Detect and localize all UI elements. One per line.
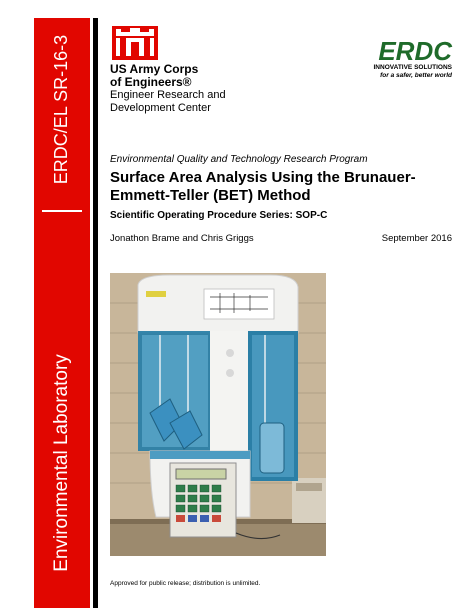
- erdc-tagline-2: for a safer, better world: [380, 72, 452, 79]
- erdc-tagline-1: INNOVATIVE SOLUTIONS: [373, 64, 452, 71]
- report-date: September 2016: [381, 233, 452, 244]
- castle-logo-icon: [112, 26, 158, 60]
- report-number-area: [34, 22, 90, 197]
- corps-line-1: US Army Corps: [110, 62, 199, 76]
- erdc-logo: [362, 38, 452, 80]
- corps-line-4: Development Center: [110, 102, 211, 114]
- erdc-mark: ERDC: [378, 36, 452, 66]
- report-number: ERDC/EL SR-16-3: [51, 34, 72, 185]
- instrument-photo-illustration: [110, 273, 326, 556]
- black-rule: [93, 18, 98, 608]
- corps-line-2: of Engineers®: [110, 75, 192, 89]
- corps-line-3: Engineer Research and: [110, 89, 226, 101]
- authors: Jonathon Brame and Chris Griggs: [110, 233, 254, 244]
- side-band: [34, 18, 90, 608]
- laboratory-area: [34, 318, 90, 608]
- laboratory-name: Environmental Laboratory: [51, 354, 73, 572]
- report-title: Surface Area Analysis Using the Brunauer-Emmett-Teller (BET) Method: [110, 169, 416, 204]
- release-statement: Approved for public release; distribution is unlimited.: [110, 580, 261, 587]
- instrument-photo: [110, 273, 326, 556]
- band-divider: [42, 210, 82, 212]
- program-name: Environmental Quality and Technology Research Program: [110, 154, 368, 165]
- corps-name-block: [110, 63, 226, 115]
- series-name: Scientific Operating Procedure Series: SOP-C: [110, 210, 328, 221]
